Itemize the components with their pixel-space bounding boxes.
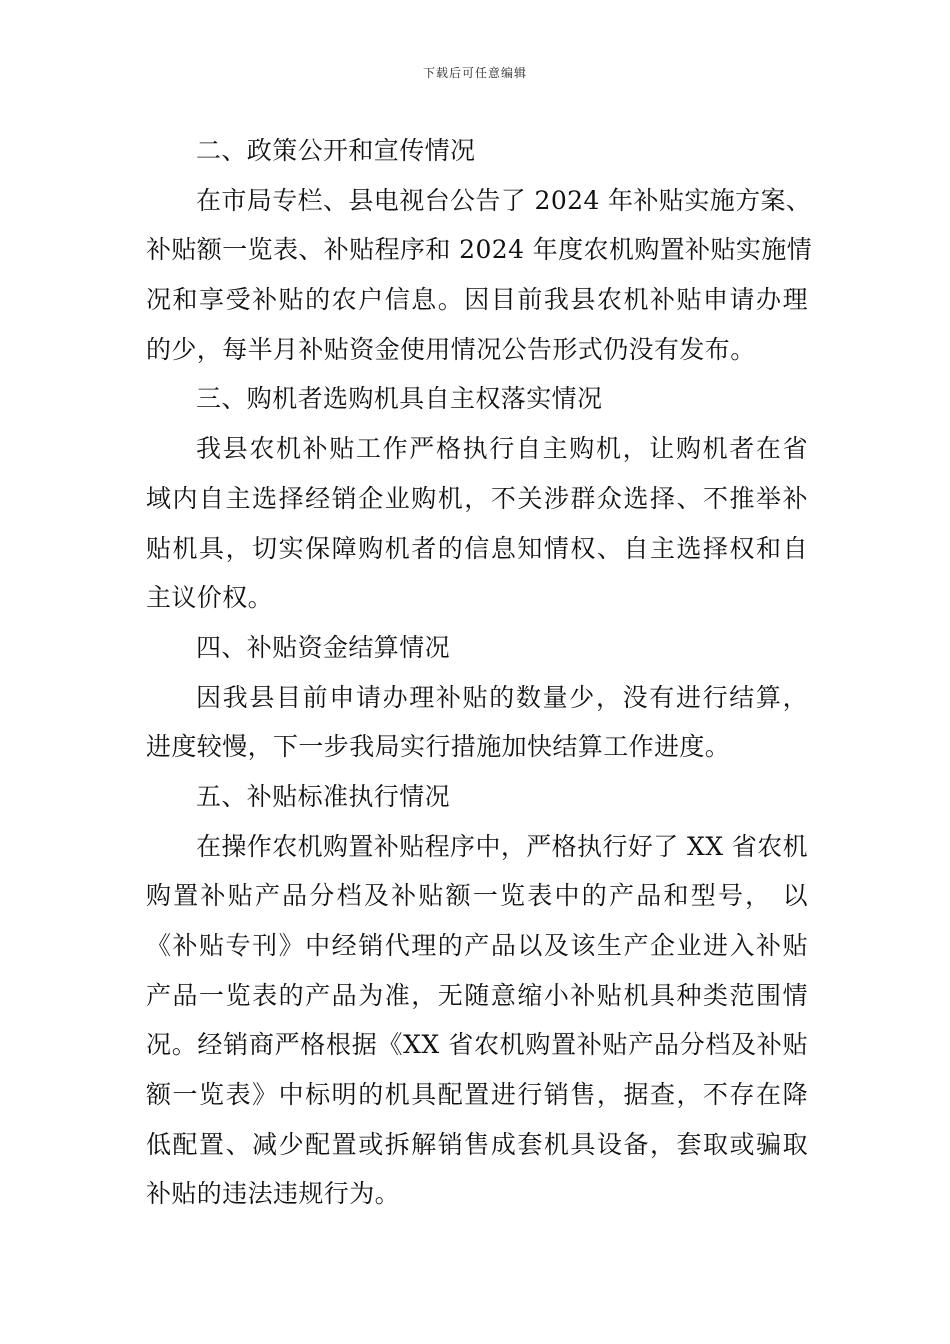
document-body [146,126,813,1219]
text-line: 低配置、减少配置或拆解销售成套机具设备，套取或骗取 [146,1129,808,1159]
text-line: 产品一览表的产品为准，无随意缩小补贴机具种类范围情 [146,980,808,1010]
text-line: 额一览表》中标明的机具配置进行销售，据查，不存在降 [146,1080,808,1110]
text-line: 补贴的违法违规行为。 [146,1179,401,1209]
text-line: 况。经销商严格根据《XX 省农机购置补贴产品分档及补贴 [146,1030,808,1060]
text-line: 主议价权。 [146,583,274,613]
text-line: 《补贴专刊》中经销代理的产品以及该生产企业进入补贴 [146,931,808,960]
text-line: 五、补贴标准执行情况 [196,781,451,811]
text-line: 在操作农机购置补贴程序中，严格执行好了 XX 省农机 [196,831,808,861]
text-line: 四、补贴资金结算情况 [196,632,451,662]
text-line: 我县农机补贴工作严格执行自主购机，让购机者在省 [196,434,808,464]
text-line: 的少，每半月补贴资金使用情况公告形式仍没有发布。 [146,334,756,364]
text-line: 进度较慢，下一步我局实行措施加快结算工作进度。 [146,732,731,762]
text-line: 域内自主选择经销企业购机，不关涉群众选择、不推举补 [146,483,808,513]
text-line: 因我县目前申请办理补贴的数量少，没有进行结算， [196,682,808,712]
header-note: 下载后可任意编辑 [422,66,527,80]
text-line: 购置补贴产品分档及补贴额一览表中的产品和型号， 以 [146,881,808,911]
text-line: 贴机具，切实保障购机者的信息知情权、自主选择权和自 [146,533,808,563]
text-line: 补贴额一览表、补贴程序和 2024 年度农机购置补贴实施情 [146,235,813,265]
text-line: 在市局专栏、县电视台公告了 2024 年补贴实施方案、 [196,185,812,215]
text-line: 况和享受补贴的农户信息。因目前我县农机补贴申请办理 [146,285,808,315]
text-line: 三、购机者选购机具自主权落实情况 [196,384,603,414]
text-line: 二、政策公开和宣传情况 [196,136,476,165]
